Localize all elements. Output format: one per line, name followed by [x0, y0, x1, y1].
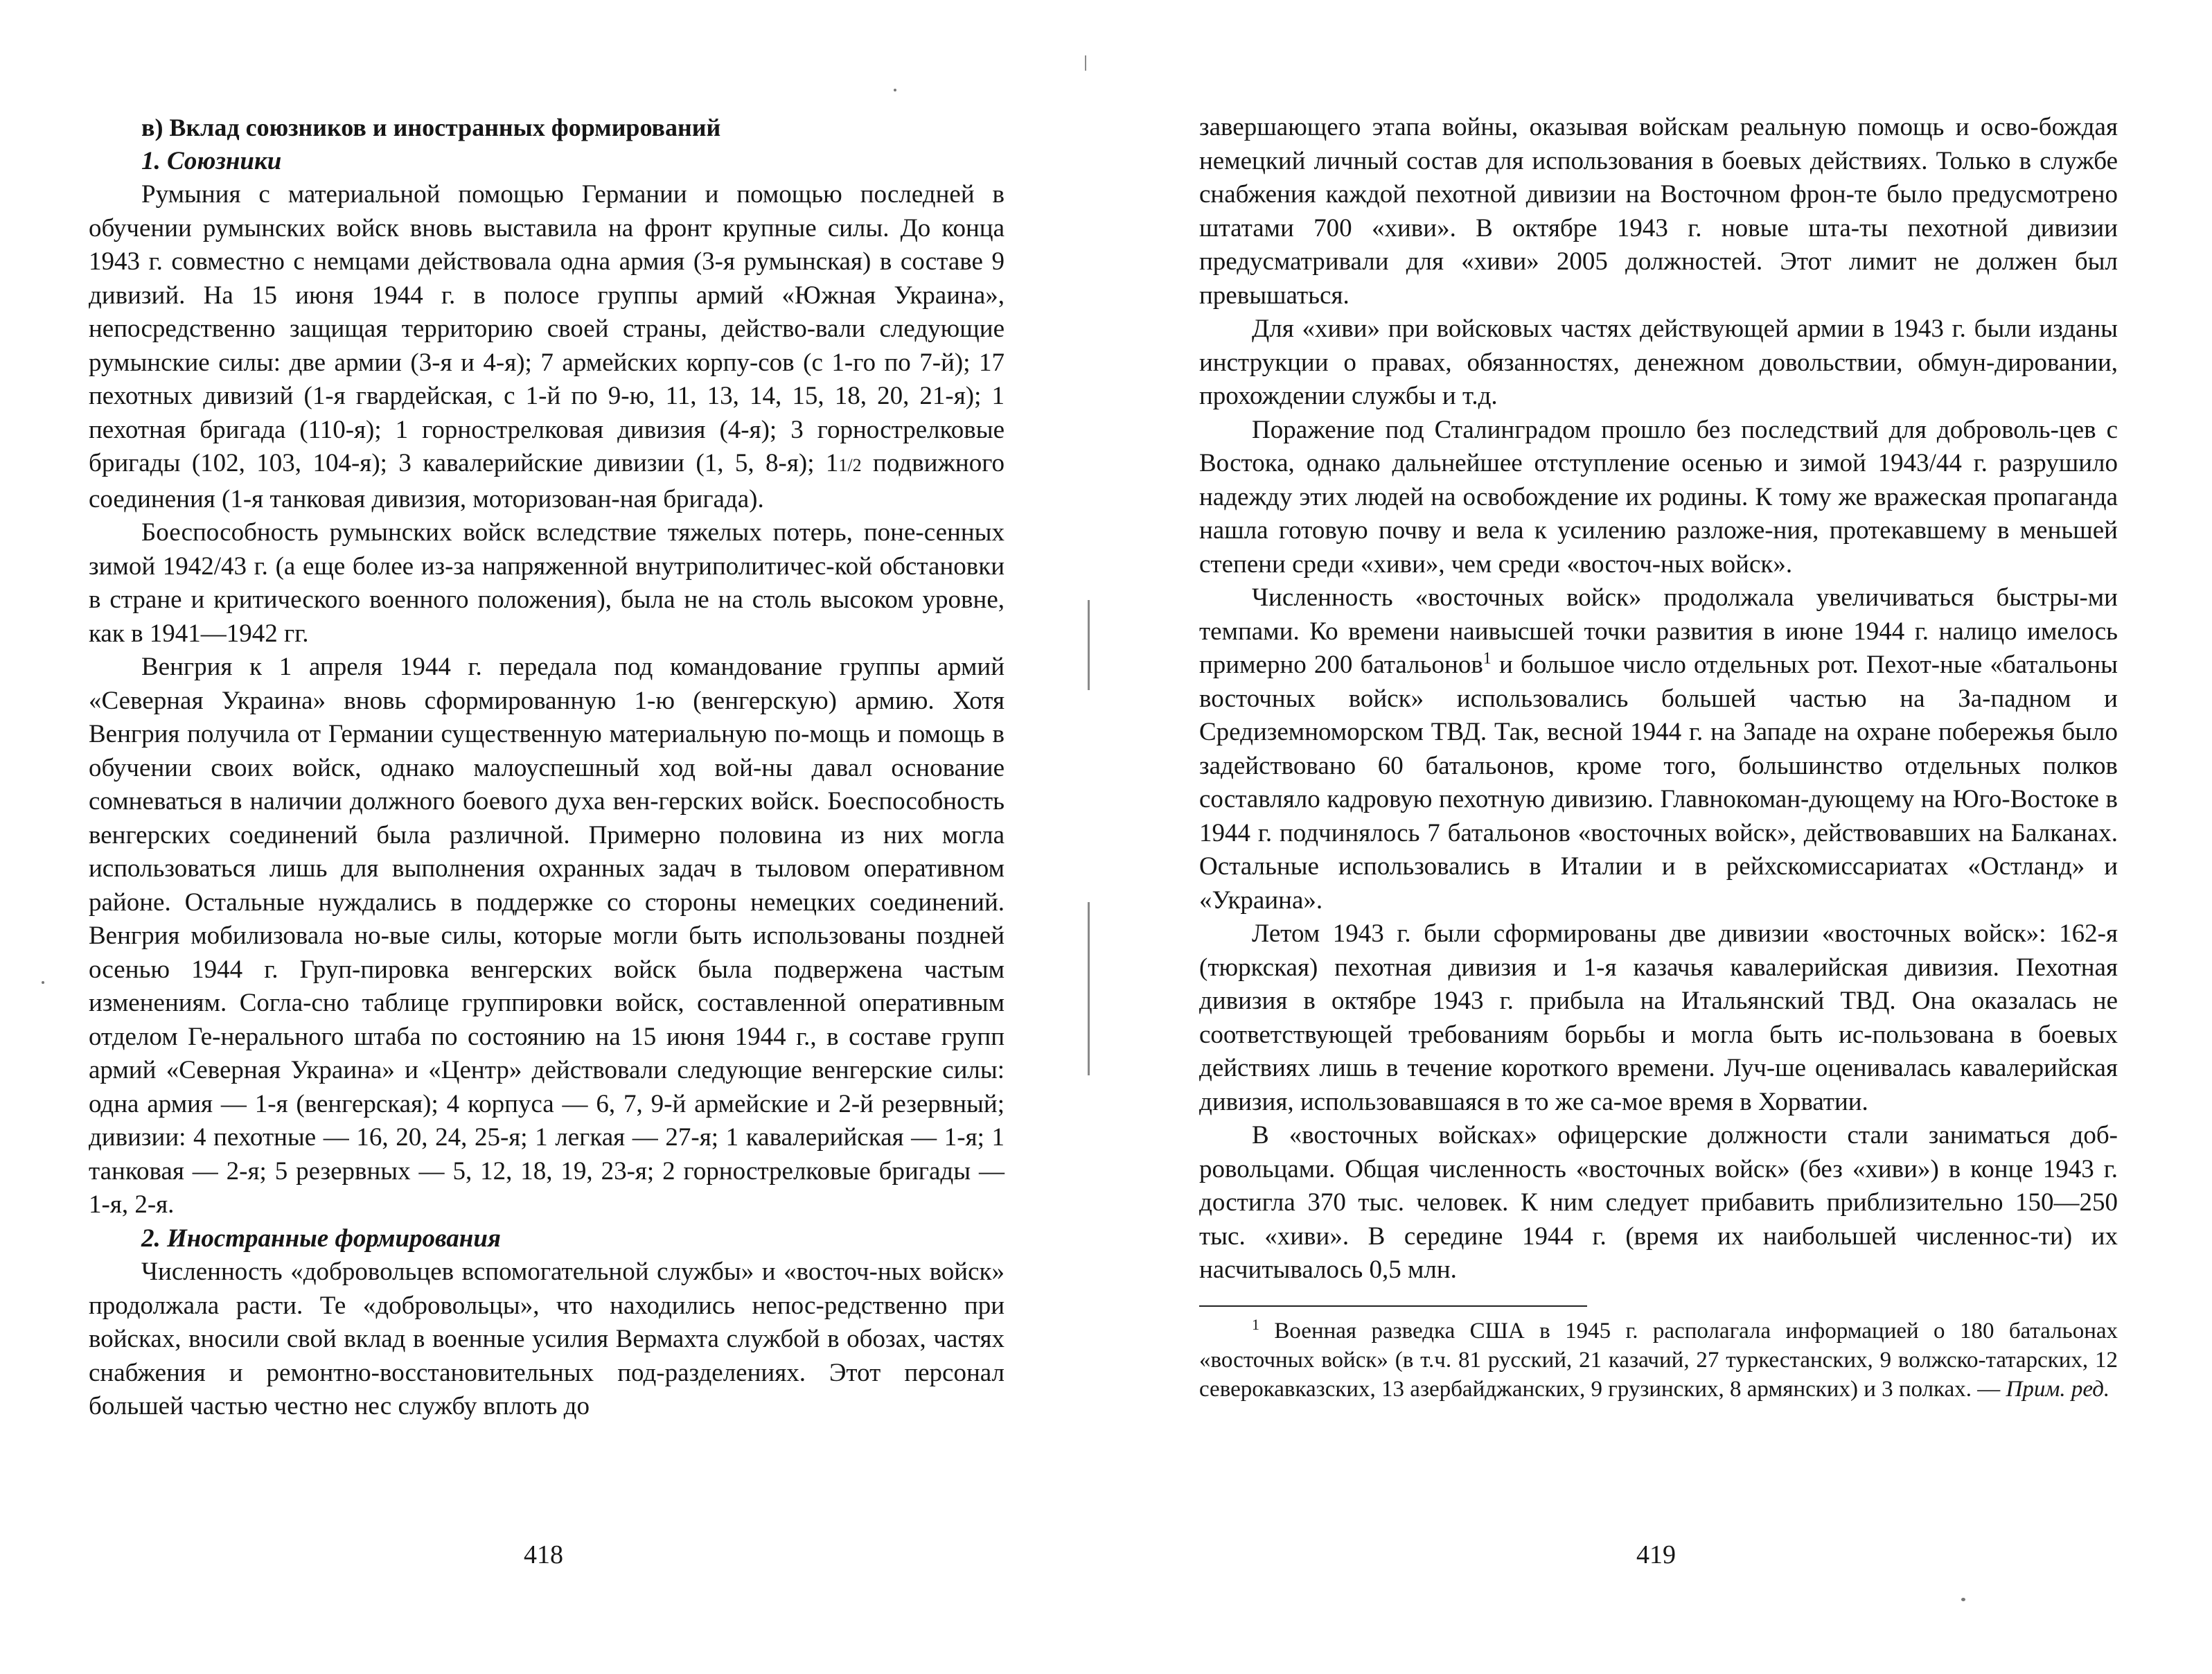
paragraph-romania-text: Румыния с материальной помощью Германии и помощью последней в обучении румынских войск вновь выставила на фронт крупные силы. До конца 1943 г. совместно с немцами действовала одна армия (3-я румынская) в составе 9 дивизий. На 15 июня 1944 г. в полосе группы армий «Южная Украина», непосредственно защищая территорию своей страны, действо-вали следующие румынские силы: две армии (3-я и 4-я); 7 армейских корпу-сов (с 1-го по 7-й); 17 пехотных дивизий (1-я гвардейская, с 1-й по 9-ю, 11, 13, 14, 15, 18, 20, 21-я); 1 пехотная бригада (110-я); 1 горнострелковая дивизия (4-я); 3 горнострелковые бригады (102, 103, 104-я); 3 кавалерийские дивизии (1, 5, 8-я); 1 [89, 180, 1005, 477]
paragraph-growth [1199, 581, 2118, 917]
left-page [0, 0, 1085, 1674]
footnote-text: Военная разведка США в 1945 г. располагала информацией о 180 батальонах «восточных войск» (в т.ч. 81 русский, 21 казачий, 27 туркестанских, 9 волжско-татарских, 12 северокавказских, 13 азербайджанских, 9 грузинских, 8 армянских) и 3 полках. — [1199, 1318, 2118, 1402]
scan-speck [42, 981, 44, 984]
left-page-text-column [89, 111, 1005, 1424]
paragraph-romania [89, 178, 1005, 516]
footnote-reference: 1 [1483, 649, 1492, 668]
gutter-line [1085, 55, 1086, 71]
paragraph-divisions: Летом 1943 г. были сформированы две дивизии «восточных войск»: 162-я (тюркская) пехотная дивизия и 1-я казачья кавалерийская дивизия. Пехотная дивизия в октябре 1943 г. прибыла на Итальянский ТВД. Она оказалась не соответствующей требованиям борьбы и могла быть ис-пользована в боевых действиях лишь в течение короткого времени. Луч-ше оценивалась кавалерийская дивизия, использовавшаяся в то же са-мое время в Хорватии. [1199, 919, 2118, 1116]
page-number-right: 419 [1636, 1540, 1676, 1569]
scan-speck [894, 89, 896, 91]
paragraph-stalingrad: Поражение под Сталинградом прошло без последствий для доброволь-цев с Востока, однако дальнейшее отступление осенью и зимой 1943/44 г. разрушило надежду этих людей на освобождение их родины. К тому же вражеская пропаганда нашла готовую почву и вела к усилению разложе-ния, протекавшему в меньшей степени среди «хиви», чем среди «восточ-ных войск». [1199, 415, 2118, 579]
paragraph-romania-tail: подвижного соединения (1-я танковая дивизия, моторизован-ная бригада). [89, 449, 1005, 513]
fraction-one-half: 1/2 [838, 455, 862, 475]
footnote-credit: Прим. ред. [2006, 1376, 2110, 1402]
page-number-left: 418 [524, 1540, 563, 1569]
footnote-divider [1199, 1305, 1587, 1307]
paragraph-officers: В «восточных войсках» офицерские должности стали заниматься доб-ровольцами. Общая численность «восточных войск» (без «хиви») в конце 1943 г. достигла 370 тыс. человек. К ним следует прибавить приблизительно 150—250 тыс. «хиви». В середине 1944 г. (время их наибольшей численнос-ти) их насчитывалось 0,5 млн. [1199, 1121, 2118, 1284]
scan-speck [1961, 1598, 1965, 1601]
paragraph-volunteers: Численность «добровольцев вспомогательной службы» и «восточ-ных войск» продолжала расти. Те «добровольцы», что находились непос-редственно при войсках, вносили свой вклад в военные усилия Вермахта службой в обозах, частях снабжения и ремонтно-восстановительных под-разделениях. Этот персонал большей частью честно нес службу вплоть до [89, 1258, 1005, 1420]
footnote-mark: 1 [1252, 1315, 1259, 1333]
paragraph-romania-combat: Боеспособность румынских войск вследствие тяжелых потерь, поне-сенных зимой 1942/43 г. (а еще более из-за напряженной внутриполитичес-кой обстановки в стране и критического военного положения), была не на столь высоком уровне, как в 1941—1942 гг. [89, 518, 1005, 648]
paragraph-continuation: завершающего этапа войны, оказывая войскам реальную помощь и осво-бождая немецкий личный состав для использования в боевых действиях. Только в службе снабжения каждой пехотной дивизии на Восточном фрон-те было предусмотрено штатами 700 «хиви». В октябре 1943 г. новые шта-ты пехотной дивизии предусматривали для «хиви» 2005 должностей. Этот лимит не должен был превышаться. [1199, 113, 2118, 310]
paragraph-instructions: Для «хиви» при войсковых частях действующей армии в 1943 г. были изданы инструкции о правах, обязанностях, денежном довольствии, обмун-дировании, прохождении службы и т.д. [1199, 315, 2118, 410]
section-title: в) Вклад союзников и иностранных формирований [141, 114, 721, 141]
paragraph-growth-head: Численность «восточных войск» продолжала увеличиваться быстры-ми темпами. Ко времени наивысшей точки развития в июне 1944 г. налицо имелось примерно 200 батальонов [1199, 583, 2118, 679]
subsection-heading-allies: 1. Союзники [141, 146, 282, 175]
paragraph-growth-tail: и большое число отдельных рот. Пехот-ные «батальоны восточных войск» использовались большей частью на За-падном и Средиземноморском ТВД. Так, весной 1944 г. на Западе на охране побережья было задействовано 60 батальонов, кроме того, большинство отдельных полков составляло кадровую пехотную дивизию. Главнокоман-дующему на Юго-Востоке в 1944 г. подчинялось 7 батальонов «восточных войск», действовавших на Балканах. Остальные использовались в Италии и в рейхскомиссариатах «Остланд» и «Украина». [1199, 651, 2118, 915]
footnote [1199, 1316, 2118, 1404]
right-page-text-column [1199, 111, 2118, 1404]
paragraph-hungary: Венгрия к 1 апреля 1944 г. передала под командование группы армий «Северная Украина» вновь сформированную 1-ю (венгерскую) армию. Хотя Венгрия получила от Германии существенную материальную по-мощь и помощь в обучении своих войск, однако малоуспешный ход вой-ны давал основание сомневаться в наличии должного боевого духа вен-герских войск. Боеспособность венгерских соединений была различной. Примерно половина из них могла использоваться лишь для выполнения охранных задач в тыловом оперативном районе. Остальные нуждались в поддержке со стороны немецких соединений. Венгрия мобилизовала но-вые силы, которые могли быть использованы поздней осенью 1944 г. Груп-пировка венгерских войск была подвержена частым изменениям. Согла-сно таблице группировки войск, составленной оперативным отделом Ге-нерального штаба по состоянию на 15 июня 1944 г., в составе групп армий «Северная Украина» и «Центр» действовали следующие венгерские силы: одна армия — 1-я (венгерская); 4 корпуса — 6, 7, 9-й армейские и 2-й резервный; дивизии: 4 пехотные — 16, 20, 24, 25-я; 1 легкая — 27-я; 1 кавалерийская — 1-я; 1 танковая — 2-я; 5 резервных — 5, 12, 18, 19, 23-я; 2 горнострелковые бригады — 1-я, 2-я. [89, 653, 1005, 1219]
gutter-line [1088, 902, 1090, 1075]
subsection-heading-foreign: 2. Иностранные формирования [141, 1224, 501, 1253]
gutter-line [1088, 600, 1090, 690]
right-page [1085, 0, 2212, 1674]
